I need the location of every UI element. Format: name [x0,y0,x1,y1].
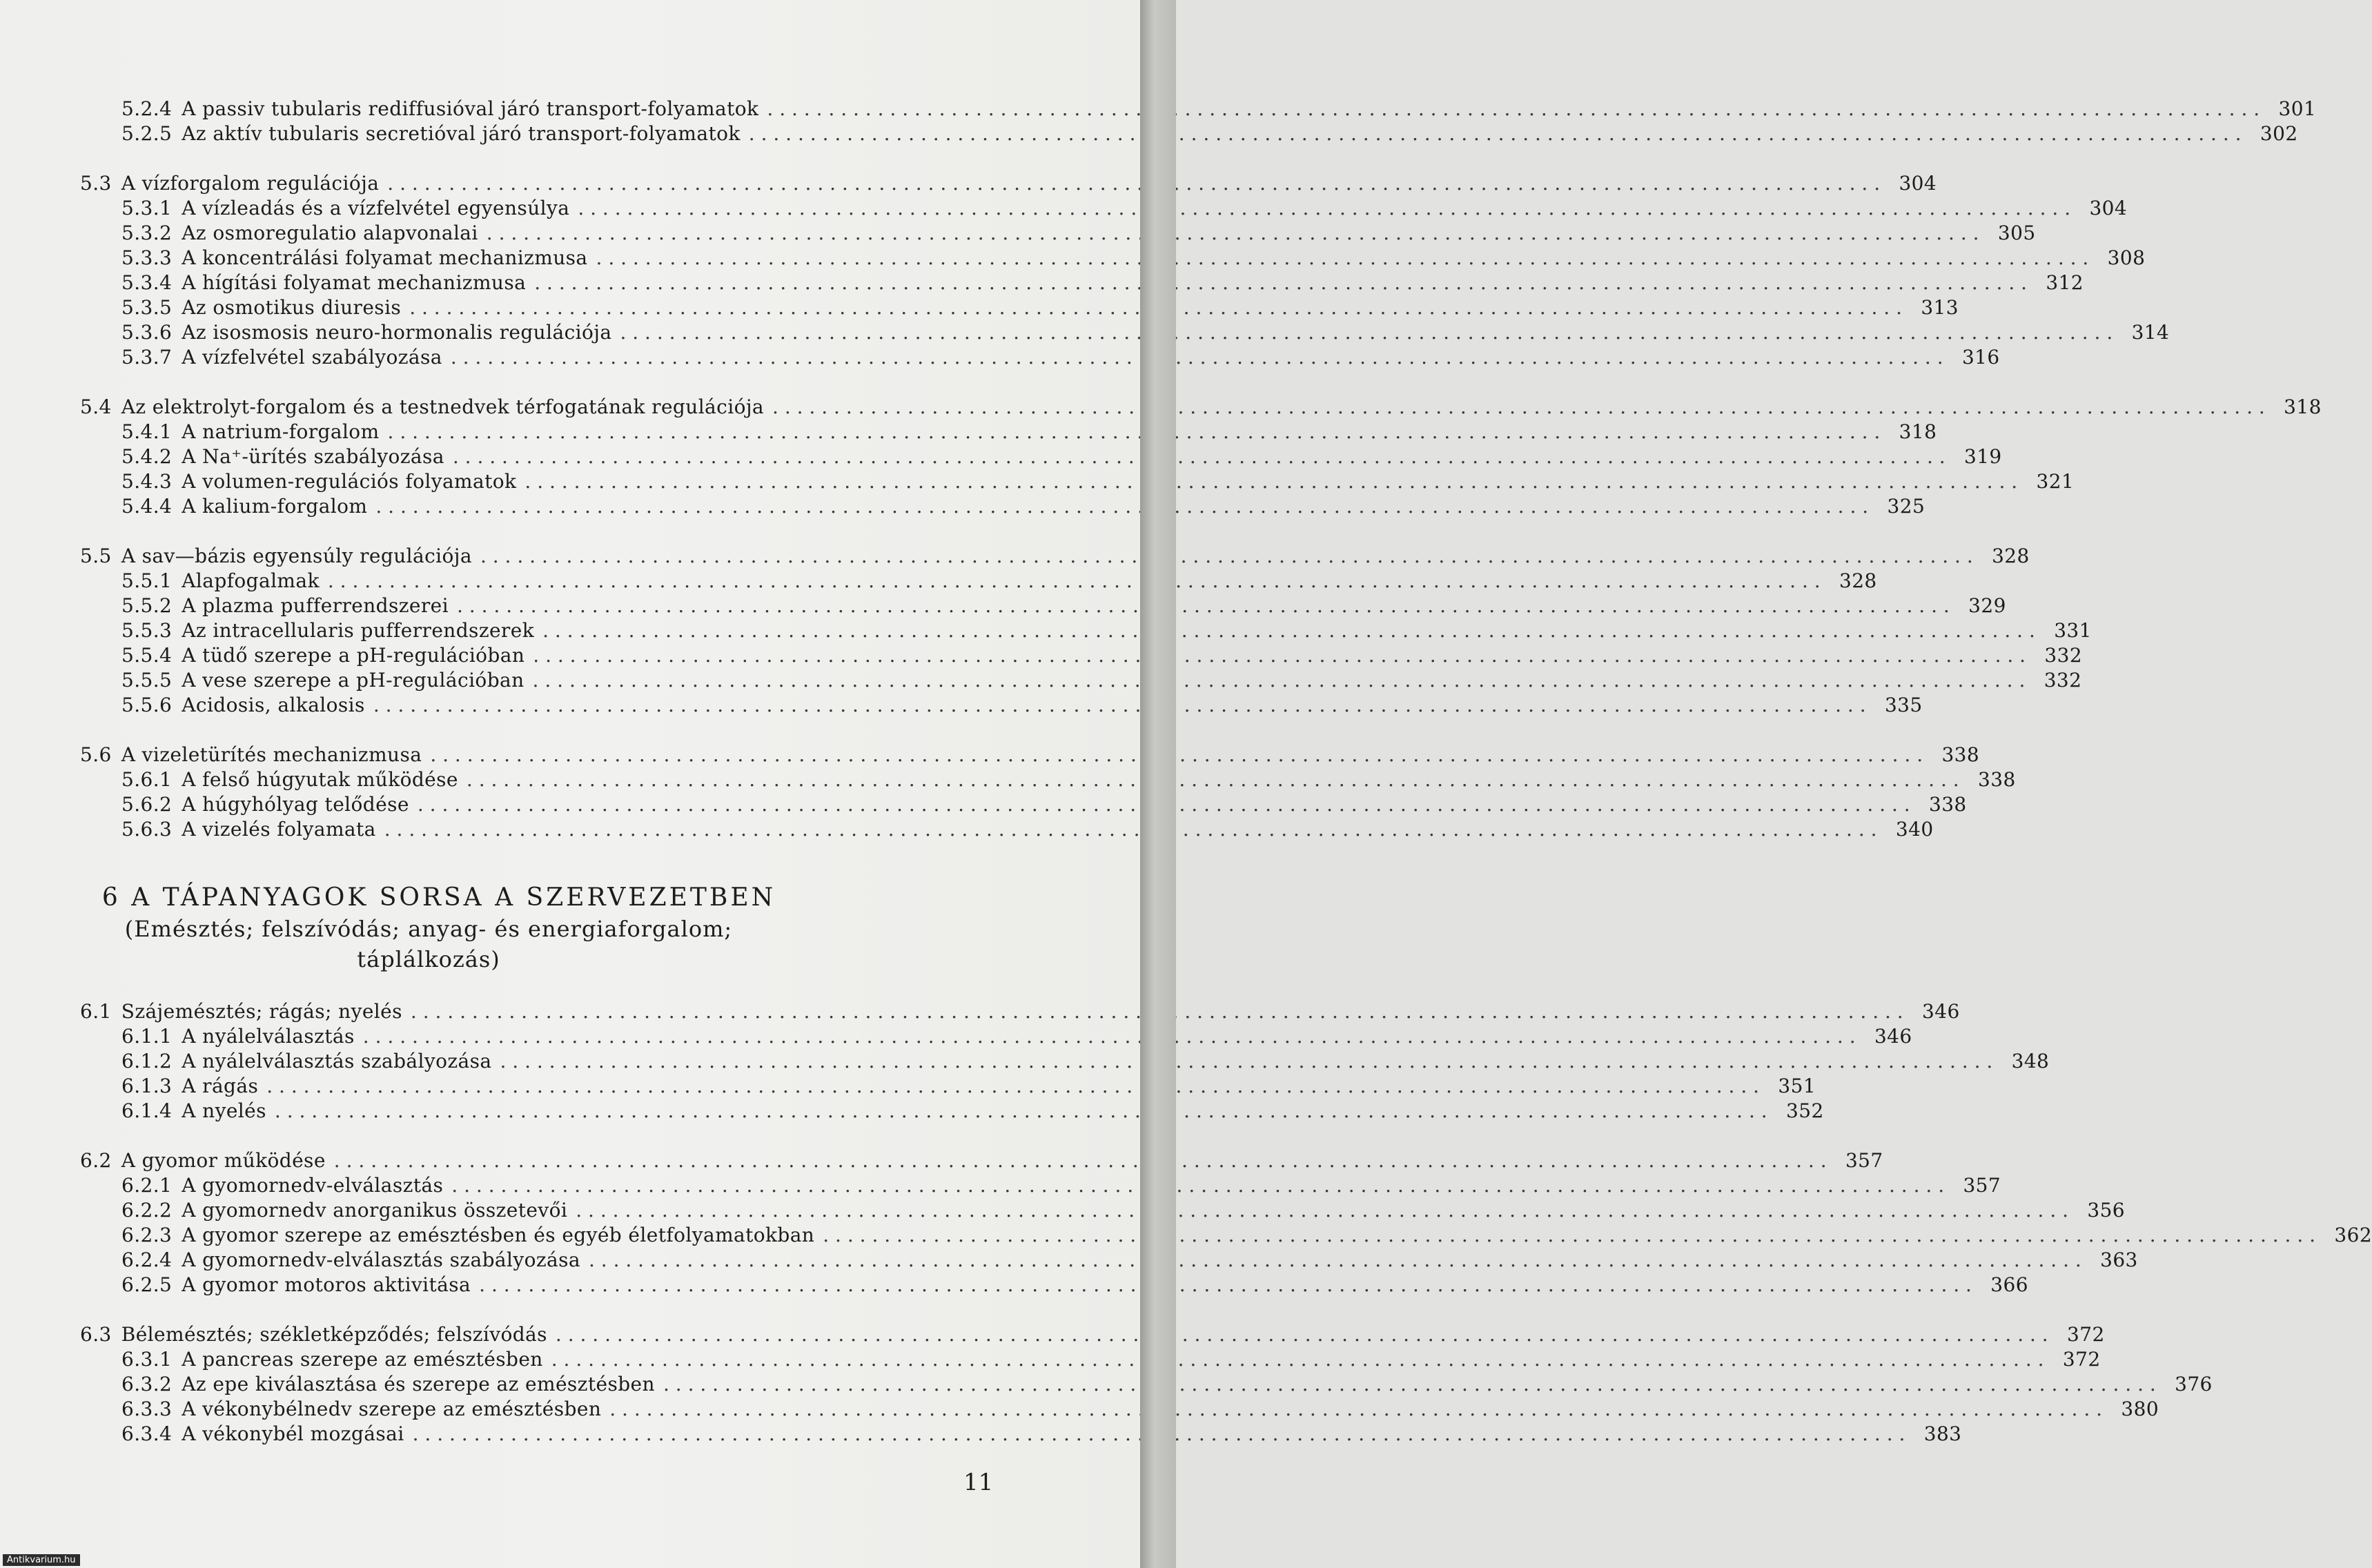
entry-title: A nyelés [182,1099,266,1122]
entry-title: Az intracellularis pufferrendszerek [182,619,535,642]
entry-number: 6.2.3 [121,1224,173,1246]
entry-title: A kalium-forgalom [182,495,368,518]
toc-entry [80,121,2298,146]
entry-page: 325 [1887,495,1925,518]
entry-title: Az osmoregulatio alapvonalai [182,222,478,244]
toc-part-6 [80,999,2372,1447]
entry-title: A vízforgalom regulációja [121,172,380,195]
entry-number: 6.1.1 [121,1025,173,1048]
entry-title: A vizelés folyamata [182,818,376,841]
entry-page: 319 [1963,445,2002,468]
entry-title: Az epe kiválasztása és szerepe az emésztésben [182,1373,655,1395]
entry-title: A vese szerepe a pH-regulációban [182,669,525,692]
entry-number: 6.3.2 [121,1373,173,1395]
toc-entry [80,469,2075,494]
dot-leader [430,743,1923,767]
chapter-heading [80,882,777,974]
toc-entry [80,1049,2050,1074]
toc-entry [80,320,2170,345]
entry-title: A gyomornedv-elválasztás szabályozása [182,1248,580,1271]
entry-title: A natrium-forgalom [182,420,380,443]
entry-title: A rágás [182,1075,259,1097]
entry-title: A felső húgyutak működése [182,768,458,791]
toc-entry [80,295,1959,320]
entry-title: A vízleadás és a vízfelvétel egyensúlya [182,197,570,219]
entry-page: 308 [2107,246,2146,269]
entry-number: 6.1.2 [121,1050,173,1072]
entry-title: Alapfogalmak [182,569,320,592]
toc-entry [80,444,2002,469]
dot-leader [334,1148,1827,1173]
entry-number: 6.1.3 [121,1075,173,1097]
entry-title: A nyálelválasztás szabályozása [182,1050,492,1072]
toc-entry [80,569,1877,594]
dot-leader [328,569,1821,594]
dot-leader [266,1074,1759,1099]
dot-leader [388,420,1881,444]
entry-title: A tüdő szerepe a pH-regulációban [182,644,525,667]
toc-entry [80,668,2082,693]
entry-number: 5.3.4 [121,271,173,294]
entry-number: 6.3 [80,1323,112,1346]
entry-number: 6.2 [80,1149,112,1172]
toc-entry [80,395,2322,420]
entry-page: 331 [2054,619,2092,642]
entry-page: 312 [2046,271,2084,294]
toc-entry [80,594,2006,618]
entry-title: Az elektrolyt-forgalom és a testnedvek térfogatának regulációja [121,395,765,418]
entry-page: 357 [1845,1149,1883,1172]
entry-number: 5.6.1 [121,768,173,791]
entry-page: 357 [1963,1174,2001,1197]
toc-entry [80,1397,2159,1422]
entry-number: 6.3.1 [121,1348,173,1371]
entry-page: 372 [2067,1323,2105,1346]
entry-page: 338 [1978,768,2016,791]
entry-page: 338 [1941,743,1980,766]
entry-number: 5.2.5 [121,122,173,145]
entry-number: 6.1.4 [121,1099,173,1122]
entry-title: Acidosis, alkalosis [182,694,365,716]
page-number: 11 [963,1469,994,1496]
dot-leader [451,1173,1944,1198]
entry-page: 362 [2334,1224,2372,1246]
entry-page: 304 [1899,172,1937,195]
dot-leader [823,1223,2315,1248]
toc-entry [80,1422,1962,1447]
dot-leader [578,196,2070,221]
entry-title: A nyálelválasztás [182,1025,355,1048]
toc-entry [80,999,1960,1024]
dot-leader [533,668,2026,693]
dot-leader [525,469,2017,494]
entry-number: 5.4.2 [121,445,173,468]
entry-number: 6.1 [80,1000,112,1023]
entry-title: Az aktív tubularis secretióval járó transport-folyamatok [182,122,741,145]
entry-page: 321 [2036,470,2075,493]
entry-number: 5.4.1 [121,420,173,443]
entry-page: 335 [1884,694,1923,716]
entry-page: 328 [1992,545,2030,567]
entry-title: Az osmotikus diuresis [182,296,402,319]
entry-title: A koncentrálási folyamat mechanizmusa [182,246,588,269]
dot-leader [534,271,2027,295]
entry-page: 313 [1921,296,1959,319]
dot-leader [375,494,1868,519]
entry-page: 351 [1778,1075,1816,1097]
toc-entry [80,1248,2138,1273]
entry-page: 366 [1990,1273,2028,1296]
dot-leader [533,643,2026,668]
dot-leader [772,395,2265,420]
dot-leader [609,1397,2102,1422]
entry-number: 5.6.2 [121,793,173,816]
dot-leader [480,544,1973,569]
entry-title: A gyomor szerepe az emésztésben és egyéb életfolyamatokban [182,1224,815,1246]
entry-page: 352 [1786,1099,1824,1122]
entry-number: 5.3.2 [121,222,173,244]
entry-number: 5.6.3 [121,818,173,841]
entry-title: Az isosmosis neuro-hormonalis regulációja [182,321,612,344]
entry-page: 305 [1997,222,2036,244]
entry-page: 316 [1961,346,2000,369]
entry-title: A sav—bázis egyensúly regulációja [121,545,472,567]
dot-leader [663,1372,2156,1397]
dot-leader [467,767,1959,792]
chapter-subtitle: (Emésztés; felszívódás; anyag- és energiaforgalom; táplálkozás) [124,916,733,972]
toc-entry [80,1372,2213,1397]
toc-entry [80,345,2000,370]
toc-entry [80,643,2083,668]
toc-group [80,171,2170,370]
toc-entry [80,1024,1912,1049]
entry-title: A plazma pufferrendszerei [182,594,449,617]
toc-entry [80,1198,2126,1223]
toc-entry [80,1347,2101,1372]
entry-number: 5.5.1 [121,569,173,592]
entry-number: 5.5.3 [121,619,173,642]
table-of-contents [80,97,2372,1471]
entry-page: 301 [2278,97,2317,120]
entry-title: A pancreas szerepe az emésztésben [182,1348,543,1371]
toc-entry [80,171,1937,196]
toc-group [80,544,2092,718]
toc-group [80,1148,2372,1297]
entry-title: A gyomor működése [121,1149,326,1172]
entry-title: A passiv tubularis rediffusióval járó transport-folyamatok [182,97,759,120]
entry-page: 338 [1928,793,1967,816]
entry-page: 318 [1899,420,1937,443]
entry-page: 383 [1923,1422,1962,1445]
dot-leader [500,1049,1992,1074]
entry-title: Bélemésztés; székletképződés; felszívódás [121,1323,547,1346]
entry-page: 380 [2121,1398,2159,1420]
entry-page: 304 [2089,197,2128,219]
entry-title: A gyomornedv anorganikus összetevői [182,1199,568,1222]
toc-entry [80,792,1967,817]
entry-number: 5.5.2 [121,594,173,617]
entry-title: Szájemésztés; rágás; nyelés [121,1000,402,1023]
dot-leader [275,1099,1767,1124]
entry-page: 332 [2044,644,2083,667]
entry-page: 314 [2131,321,2170,344]
dot-leader [363,1024,1856,1049]
entry-title: A vékonybélnedv szerepe az emésztésben [182,1398,602,1420]
entry-title: A Na⁺-ürítés szabályozása [182,445,444,468]
entry-number: 5.5.5 [121,669,173,692]
toc-entry [80,1223,2372,1248]
entry-number: 6.2.1 [121,1174,173,1197]
toc-entry [80,1148,1883,1173]
dot-leader [479,1273,1972,1297]
entry-number: 5.2.4 [121,97,173,120]
dot-leader [487,221,1979,246]
watermark: Antikvarium.hu [3,1554,80,1566]
toc-entry [80,817,1934,842]
dot-leader [373,693,1866,718]
toc-entry [80,196,2128,221]
entry-number: 5.5.6 [121,694,173,716]
entry-number: 6.3.3 [121,1398,173,1420]
entry-number: 5.3.5 [121,296,173,319]
entry-title: A gyomornedv-elválasztás [182,1174,444,1197]
entry-number: 6.2.5 [121,1273,173,1296]
toc-group [80,1322,2213,1447]
book-gutter [1140,0,1176,1568]
entry-page: 363 [2100,1248,2138,1271]
entry-number: 5.5.4 [121,644,173,667]
entry-number: 5.4.4 [121,495,173,518]
toc-entry [80,494,1925,519]
toc-entry [80,693,1923,718]
entry-number: 5.3 [80,172,112,195]
entry-title: A vizeletürítés mechanizmusa [121,743,422,766]
entry-number: 6.2.2 [121,1199,173,1222]
chapter-title: 6 A TÁPANYAGOK SORSA A SZERVEZETBEN [101,883,776,912]
entry-page: 329 [1968,594,2006,617]
toc-entry [80,1273,2028,1297]
toc-group [80,395,2322,519]
entry-number: 5.3.3 [121,246,173,269]
entry-title: A volumen-regulációs folyamatok [182,470,517,493]
toc-entry [80,271,2084,295]
entry-page: 332 [2043,669,2082,692]
dot-leader [551,1347,2044,1372]
dot-leader [767,97,2260,121]
entry-page: 346 [1874,1025,1912,1048]
dot-leader [596,246,2089,271]
toc-group [80,999,2050,1124]
toc-entry [80,743,1980,767]
toc-entry [80,420,1937,444]
entry-page: 302 [2260,122,2298,145]
dot-leader [387,171,1880,196]
dot-leader [542,618,2035,643]
entry-page: 340 [1895,818,1934,841]
entry-title: A vékonybél mozgásai [182,1422,404,1445]
entry-page: 318 [2284,395,2322,418]
entry-number: 5.4 [80,395,112,418]
dot-leader [576,1198,2068,1223]
entry-number: 5.3.7 [121,346,173,369]
entry-page: 328 [1839,569,1877,592]
entry-title: A vízfelvétel szabályozása [182,346,442,369]
dot-leader [749,121,2242,146]
toc-group [80,97,2317,146]
entry-number: 5.6 [80,743,112,766]
toc-entry [80,1099,1824,1124]
toc-part-5 [80,97,2322,842]
toc-entry [80,618,2092,643]
toc-entry [80,544,2030,569]
entry-number: 5.4.3 [121,470,173,493]
entry-page: 356 [2087,1199,2126,1222]
entry-number: 5.3.6 [121,321,173,344]
entry-number: 6.2.4 [121,1248,173,1271]
toc-entry [80,221,2036,246]
entry-page: 372 [2062,1348,2101,1371]
entry-title: A gyomor motoros aktivitása [182,1273,471,1296]
toc-entry [80,767,2016,792]
entry-title: A húgyhólyag telődése [182,793,409,816]
entry-title: A hígítási folyamat mechanizmusa [182,271,527,294]
toc-entry [80,246,2146,271]
entry-number: 5.5 [80,545,112,567]
dot-leader [556,1322,2048,1347]
dot-leader [620,320,2113,345]
dot-leader [457,594,1950,618]
entry-number: 6.3.4 [121,1422,173,1445]
entry-page: 346 [1922,1000,1960,1023]
dot-leader [451,345,1943,370]
toc-entry [80,1074,1816,1099]
dot-leader [384,817,1877,842]
entry-number: 5.3.1 [121,197,173,219]
entry-page: 348 [2011,1050,2050,1072]
dot-leader [453,444,1945,469]
dot-leader [589,1248,2081,1273]
toc-entry [80,1322,2105,1347]
toc-group [80,743,2016,842]
toc-entry [80,1173,2001,1198]
entry-page: 376 [2175,1373,2213,1395]
toc-entry [80,97,2317,121]
